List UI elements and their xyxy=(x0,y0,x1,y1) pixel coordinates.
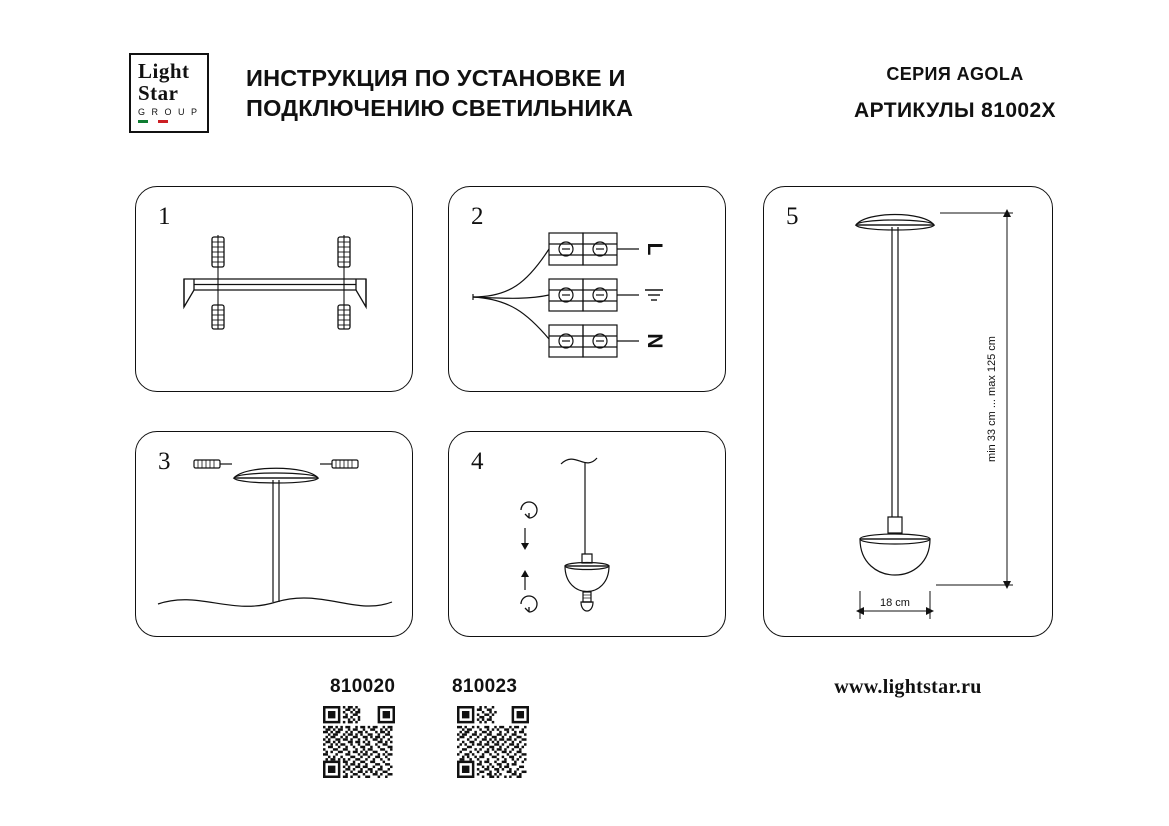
step-1-number: 1 xyxy=(158,203,171,230)
terminal-label-N: N xyxy=(643,333,666,349)
step-3-illustration xyxy=(136,432,414,638)
qr-code-810020 xyxy=(323,706,395,778)
step-2-number: 2 xyxy=(471,203,484,230)
product-code-810020: 810020 xyxy=(330,676,396,697)
step-4-panel xyxy=(448,431,726,637)
step-5-illustration xyxy=(764,187,1054,638)
page-title-line-1: ИНСТРУКЦИЯ ПО УСТАНОВКЕ И xyxy=(246,65,626,91)
width-dimension-label: 18 cm xyxy=(880,597,910,609)
series-name: СЕРИЯ AGOLA xyxy=(886,64,1024,84)
step-3-panel xyxy=(135,431,413,637)
height-dimension-label: min 33 cm ... max 125 cm xyxy=(986,336,998,462)
italian-flag-icon xyxy=(138,120,168,123)
step-1-illustration xyxy=(136,187,414,393)
logo-line-1: Light xyxy=(138,59,190,83)
lightstar-logo xyxy=(129,53,209,133)
step-4-illustration xyxy=(449,432,727,638)
step-4-number: 4 xyxy=(471,448,484,475)
logo-line-3: G R O U P xyxy=(138,107,200,117)
website-url[interactable]: www.lightstar.ru xyxy=(834,676,982,698)
step-3-number: 3 xyxy=(158,448,171,475)
product-code-810023: 810023 xyxy=(452,676,518,697)
page-title-line-2: ПОДКЛЮЧЕНИЮ СВЕТИЛЬНИКА xyxy=(246,95,634,121)
step-1-panel xyxy=(135,186,413,392)
step-2-illustration xyxy=(449,187,727,393)
article-numbers: АРТИКУЛЫ 81002X xyxy=(854,99,1056,122)
header xyxy=(0,0,1169,160)
terminal-label-L: L xyxy=(643,242,666,256)
series-info xyxy=(760,64,1150,123)
step-2-panel xyxy=(448,186,726,392)
qr-code-810023 xyxy=(457,706,529,778)
step-5-panel xyxy=(763,186,1053,637)
step-5-number: 5 xyxy=(786,203,799,230)
logo-line-2: Star xyxy=(138,81,179,105)
page-title xyxy=(246,63,716,123)
